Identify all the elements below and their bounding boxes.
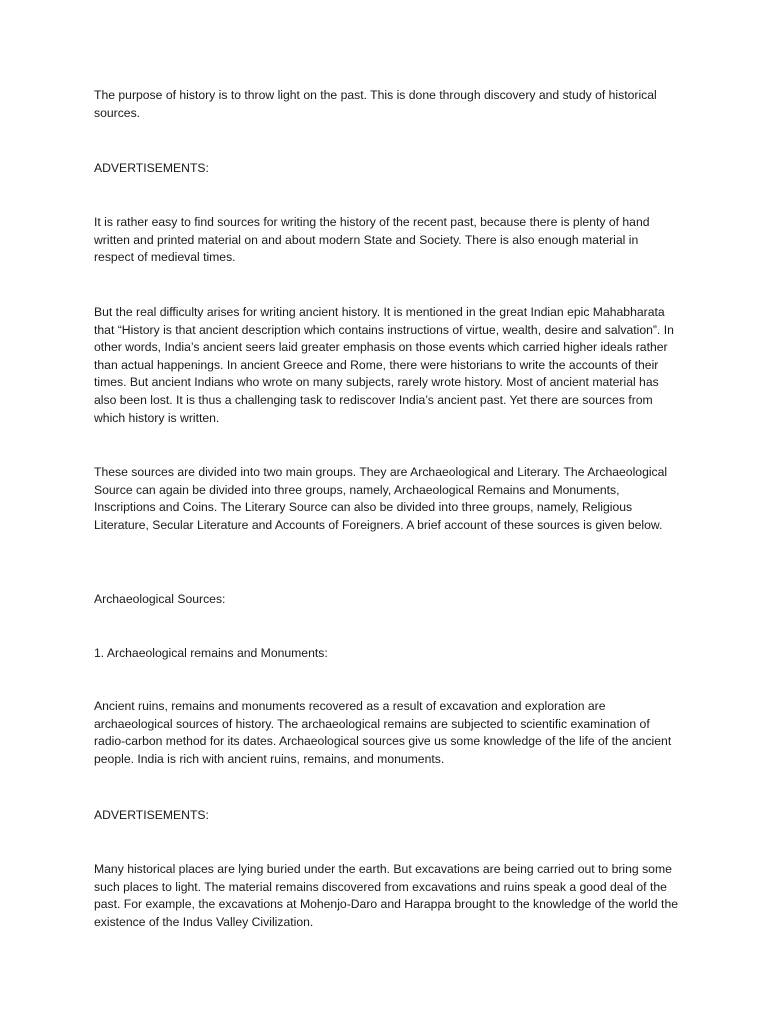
source-groups-paragraph: These sources are divided into two main groups. They are Archaeological and Literary. The Archaeological Source can again be divided into three groups, namely, Archaeological Remains and Monuments, Inscriptions and Coins. The Literary Source can also be divided into three groups, namely, Religious Literature, Secular Literature and Accounts of Foreigners. A brief account of these sources is given below. [94, 465, 668, 532]
ruins-paragraph: Ancient ruins, remains and monuments recovered as a result of excavation and exploration are archaeological sources of history. The archaeological remains are subjected to scientific examination of radio-carbon method for its dates. Archaeological sources give us some knowledge of the life of the ancient people. India is rich with ancient ruins, remains, and monuments. [94, 699, 672, 766]
intro-paragraph: The purpose of history is to throw light on the past. This is done through discovery and study of historical sources. [94, 88, 657, 120]
advertisement-label: ADVERTISEMENTS: [94, 161, 209, 175]
recent-past-paragraph: It is rather easy to find sources for writing the history of the recent past, because there is plenty of hand written and printed material on and about modern State and Society. There is also enough material in respect of medieval times. [94, 215, 650, 265]
subsection-heading: 1. Archaeological remains and Monuments: [94, 646, 328, 660]
excavations-paragraph: Many historical places are lying buried under the earth. But excavations are being carried out to bring some such places to light. The material remains discovered from excavations and ruins speak a good deal of the past. For example, the excavations at Mohenjo-Daro and Harappa brought to the knowledge of the world the existence of the Indus Valley Civilization. [94, 862, 678, 929]
ancient-history-paragraph: But the real difficulty arises for writing ancient history. It is mentioned in the great Indian epic Mahabharata that “History is that ancient description which contains instructions of virtue, wealth, desire and salvation”. In other words, India’s ancient seers laid greater emphasis on those events which carried higher ideals rather than actual happenings. In ancient Greece and Rome, there were historians to write the accounts of their times. But ancient Indians who wrote on many subjects, rarely wrote history. Most of ancient material has also been lost. It is thus a challenging task to rediscover India’s ancient past. Yet there are sources from which history is written. [94, 305, 674, 425]
section-heading: Archaeological Sources: [94, 592, 226, 606]
advertisement-label: ADVERTISEMENTS: [94, 808, 209, 822]
